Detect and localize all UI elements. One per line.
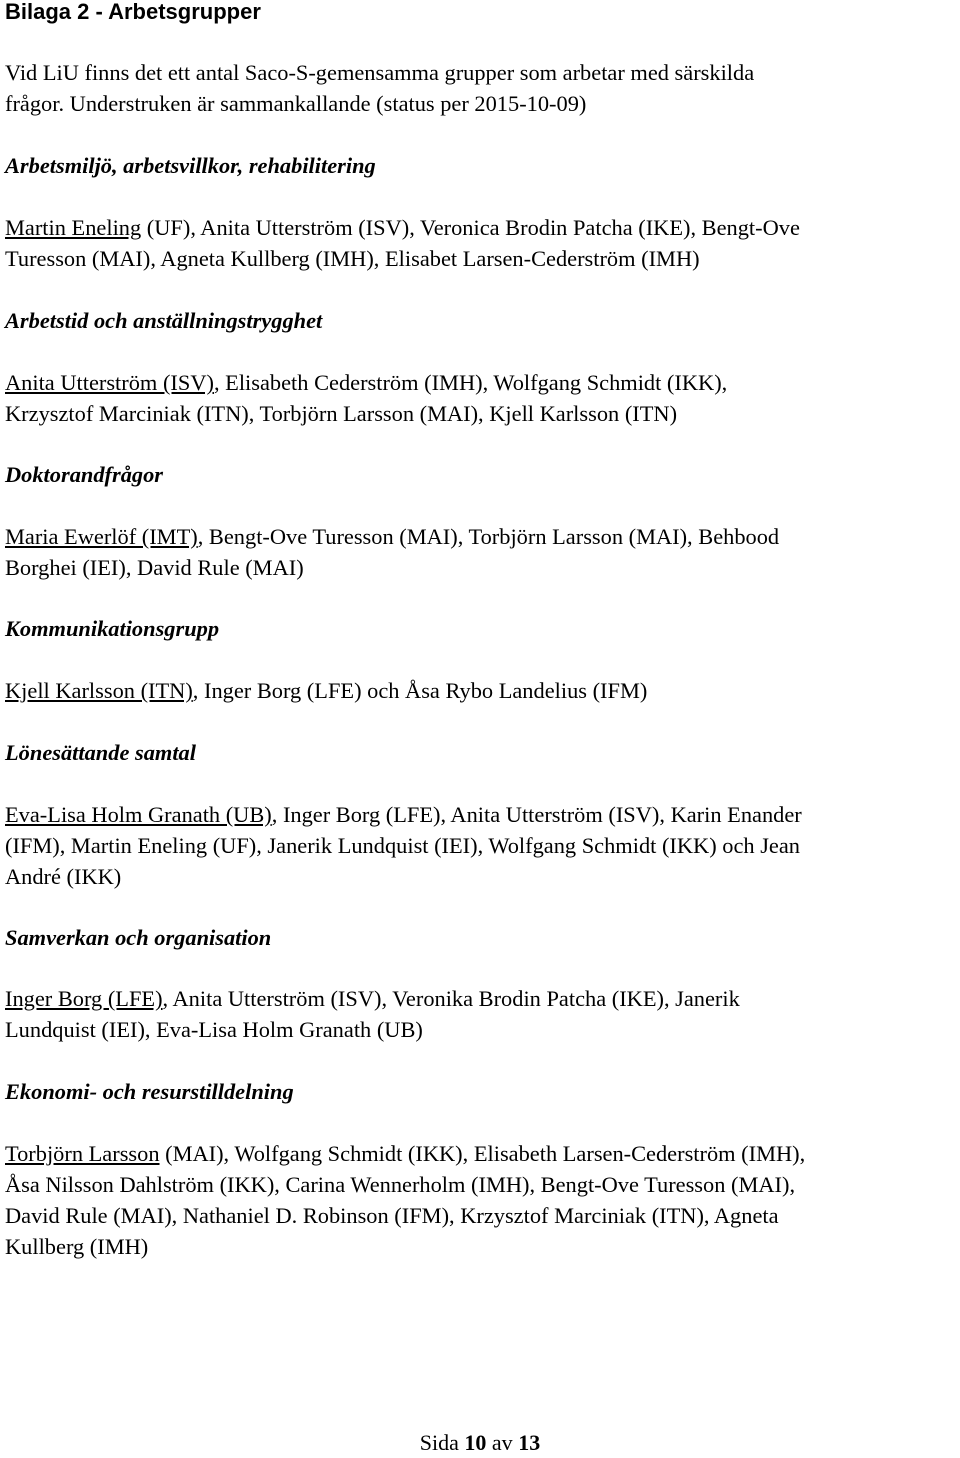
member-text: , Inger Borg (LFE), Anita Utterström (ISV), Karin Enander — [271, 802, 802, 827]
section-heading-doktorandfragor: Doktorandfrågor — [5, 462, 164, 487]
convener-name: Maria Ewerlöf (IMT) — [5, 524, 198, 549]
member-text: David Rule (MAI), Nathaniel D. Robinson (IFM), Krzysztof Marciniak (ITN), Agneta — [5, 1203, 779, 1228]
section-heading-samverkan: Samverkan och organisation — [5, 925, 272, 950]
page-separator: av — [486, 1430, 519, 1455]
section-heading-arbetsmiljo: Arbetsmiljö, arbetsvillkor, rehabilitering — [5, 153, 376, 178]
intro-line: Vid LiU finns det ett antal Saco-S-gemensamma grupper som arbetar med särskilda — [5, 60, 755, 85]
convener-name: Kjell Karlsson (ITN) — [5, 678, 193, 703]
page-label: Sida — [419, 1430, 465, 1455]
current-page-number: 10 — [464, 1430, 487, 1455]
member-text: , Anita Utterström (ISV), Veronika Brodin Patcha (IKE), Janerik — [162, 986, 740, 1011]
section-body-lonesattande-samtal — [5, 799, 955, 892]
member-text: Turesson (MAI), Agneta Kullberg (IMH), Elisabet Larsen-Cederström (IMH) — [5, 246, 700, 271]
document-title: Bilaga 2 - Arbetsgrupper — [5, 0, 261, 24]
member-text: Krzysztof Marciniak (ITN), Torbjörn Larsson (MAI), Kjell Karlsson (ITN) — [5, 401, 678, 426]
member-text: Åsa Nilsson Dahlström (IKK), Carina Wennerholm (IMH), Bengt-Ove Turesson (MAI), — [5, 1172, 796, 1197]
member-text: , Elisabeth Cederström (IMH), Wolfgang Schmidt (IKK), — [213, 370, 728, 395]
section-heading-lonesattande-samtal: Lönesättande samtal — [5, 740, 196, 765]
member-text: , Bengt-Ove Turesson (MAI), Torbjörn Larsson (MAI), Behbood — [197, 524, 780, 549]
member-text: (UF), Anita Utterström (ISV), Veronica Brodin Patcha (IKE), Bengt-Ove — [141, 215, 800, 240]
convener-name: Eva-Lisa Holm Granath (UB) — [5, 802, 272, 827]
page-footer — [0, 1428, 960, 1458]
member-text: , Inger Borg (LFE) och Åsa Rybo Landelius (IFM) — [192, 678, 648, 703]
section-heading-ekonomi: Ekonomi- och resurstilldelning — [5, 1079, 294, 1104]
member-text: Lundquist (IEI), Eva-Lisa Holm Granath (UB) — [5, 1017, 423, 1042]
intro-line: frågor. Understruken är sammankallande (status per 2015-10-09) — [5, 91, 587, 116]
section-body-arbetstid — [5, 367, 955, 429]
section-body-arbetsmiljo — [5, 212, 955, 274]
member-text: (MAI), Wolfgang Schmidt (IKK), Elisabeth Larsen-Cederström (IMH), — [159, 1141, 806, 1166]
convener-name: Martin Eneling — [5, 215, 142, 240]
section-body-kommunikationsgrupp — [5, 675, 955, 706]
convener-name: Torbjörn Larsson — [5, 1141, 160, 1166]
convener-name: Inger Borg (LFE) — [5, 986, 163, 1011]
section-body-doktorandfragor — [5, 521, 955, 583]
member-text: André (IKK) — [5, 864, 122, 889]
section-heading-arbetstid: Arbetstid och anställningstrygghet — [5, 308, 323, 333]
member-text: (IFM), Martin Eneling (UF), Janerik Lundquist (IEI), Wolfgang Schmidt (IKK) och Jean — [5, 833, 800, 858]
section-body-ekonomi — [5, 1138, 955, 1262]
section-body-samverkan — [5, 983, 955, 1045]
convener-name: Anita Utterström (ISV) — [5, 370, 214, 395]
section-heading-kommunikationsgrupp: Kommunikationsgrupp — [5, 616, 220, 641]
intro-paragraph — [5, 57, 955, 119]
member-text: Kullberg (IMH) — [5, 1234, 149, 1259]
member-text: Borghei (IEI), David Rule (MAI) — [5, 555, 304, 580]
total-page-count: 13 — [518, 1430, 541, 1455]
